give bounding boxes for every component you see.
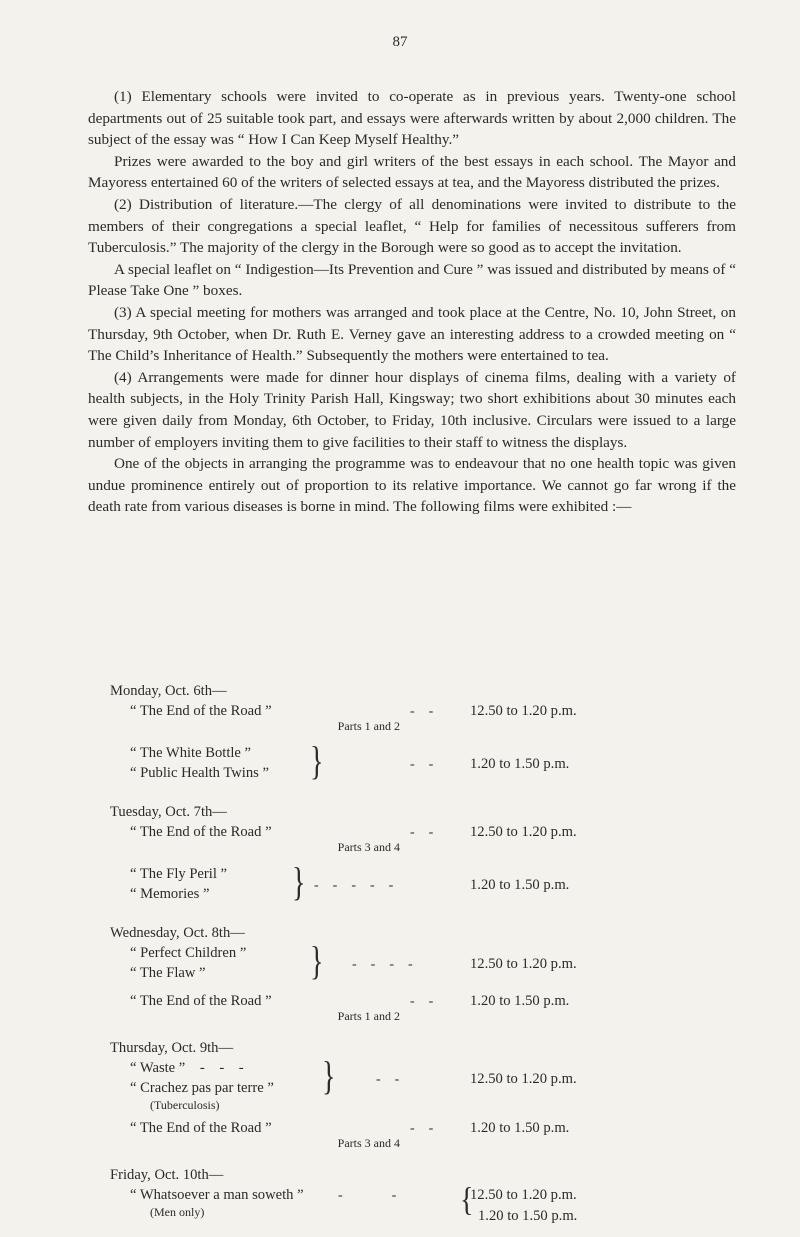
- film-entry: [110, 1054, 710, 1118]
- leader-dots: - -: [410, 994, 434, 1009]
- brace: }: [310, 939, 324, 985]
- leader-dots: - -: [338, 1188, 397, 1203]
- film-entry: [110, 822, 710, 858]
- schedule-day-monday: [110, 682, 710, 791]
- leader-dots: - -: [410, 825, 434, 840]
- film-title: “ The White Bottle ”: [130, 745, 252, 761]
- film-parts: Parts 3 and 4: [337, 1136, 400, 1150]
- film-entry: [110, 1118, 710, 1154]
- film-entry: [110, 701, 710, 737]
- film-time: 1.20 to 1.50 p.m.: [470, 877, 570, 893]
- film-note: (Tuberculosis): [150, 1098, 220, 1112]
- film-time: 1.20 to 1.50 p.m.: [470, 993, 570, 1009]
- paragraph: Prizes were awarded to the boy and girl writers of the best essays in each school. The Mayor and Mayoress entertained 60 of the writers of selected essays at tea, and the Mayoress distributed the prizes.: [88, 152, 736, 192]
- film-note: (Men only): [150, 1205, 205, 1219]
- day-heading: Thursday, Oct. 9th—: [110, 1040, 234, 1056]
- film-title: “ The Fly Peril ”: [130, 866, 228, 882]
- film-time: 1.20 to 1.50 p.m.: [470, 1120, 570, 1136]
- paragraph: (4) Arrangements were made for dinner hour displays of cinema films, dealing with a variety of health subjects, in the Holy Trinity Parish Hall, Kingsway; two short exhibitions about 30 minutes each were given daily from Monday, 6th October, to Friday, 10th inclusive. Circulars were issued to a large number of employers inviting them to give facilities to their staff to witness the displays.: [88, 368, 736, 451]
- film-title: “ Whatsoever a man soweth ”: [130, 1187, 304, 1203]
- film-time: 12.50 to 1.20 p.m.: [470, 824, 577, 840]
- film-title: “ Public Health Twins ”: [130, 765, 269, 781]
- film-time: 12.50 to 1.20 p.m.: [470, 703, 577, 719]
- film-entry: [110, 1181, 710, 1229]
- leader-dots: - -: [410, 1121, 434, 1136]
- leader-dots: - - - - -: [314, 878, 394, 893]
- paragraph: A special leaflet on “ Indigestion—Its Prevention and Cure ” was issued and distributed by means of “ Please Take One ” boxes.: [88, 260, 736, 300]
- film-title: “ Perfect Children ”: [130, 945, 247, 961]
- film-time: 12.50 to 1.20 p.m.: [470, 1071, 577, 1087]
- film-entry: [110, 991, 710, 1027]
- day-heading: Friday, Oct. 10th—: [110, 1167, 224, 1183]
- film-parts: Parts 3 and 4: [337, 840, 400, 854]
- film-entry: [110, 860, 710, 912]
- leader-dots: - -: [410, 757, 434, 772]
- film-title: “ The End of the Road ”: [130, 1120, 272, 1136]
- film-time: 1.20 to 1.50 p.m.: [478, 1208, 578, 1224]
- brace: }: [322, 1054, 336, 1100]
- paragraph: (3) A special meeting for mothers was arranged and took place at the Centre, No. 10, John Street, on Thursday, 9th October, when Dr. Ruth E. Verney gave an interesting address to a crowded meeting on “ The Child’s Inheritance of Health.” Subsequently the mothers were entertained to tea.: [88, 303, 736, 365]
- paragraph: One of the objects in arranging the programme was to endeavour that no one health topic was given undue prominence entirely out of proportion to its relative importance. We cannot go far wrong if the death rate from various diseases is borne in mind. The following films were exhibited :—: [88, 455, 736, 516]
- schedule-day-tuesday: [110, 803, 710, 912]
- film-title: “ The End of the Road ”: [130, 703, 272, 719]
- film-title: “ The End of the Road ”: [130, 993, 272, 1009]
- film-time: 12.50 to 1.20 p.m.: [470, 956, 577, 972]
- film-schedule: [110, 682, 710, 1229]
- day-heading: Monday, Oct. 6th—: [110, 683, 227, 699]
- brace: }: [310, 739, 324, 785]
- leader-dots: - -: [410, 704, 434, 719]
- brace: }: [460, 1181, 474, 1219]
- page-number: 87: [392, 34, 408, 50]
- film-time: 1.20 to 1.50 p.m.: [470, 756, 570, 772]
- paragraph: (1) Elementary schools were invited to co-operate as in previous years. Twenty-one school departments out of 25 suitable took part, and essays were afterwards written by about 2,000 children. The subject of the essay was “ How I Can Keep Myself Healthy.”: [88, 88, 736, 149]
- film-title: “ Crachez pas par terre ”: [130, 1080, 274, 1096]
- schedule-day-friday: [110, 1166, 710, 1229]
- schedule-day-thursday: [110, 1039, 710, 1154]
- paragraph: (2) Distribution of literature.—The clergy of all denominations were invited to distribute to the members of their congregations a special leaflet, “ Help for families of necessitous sufferers from Tuberculosis.” The majority of the clergy in the Borough were so good as to accept the invitation.: [88, 195, 736, 257]
- day-heading: Tuesday, Oct. 7th—: [110, 804, 227, 820]
- leader-dots: - - - -: [352, 957, 413, 972]
- brace: }: [292, 860, 306, 906]
- film-entry: [110, 939, 710, 987]
- schedule-day-wednesday: [110, 924, 710, 1027]
- leader-dots: - -: [376, 1072, 400, 1087]
- film-parts: Parts 1 and 2: [337, 719, 400, 733]
- film-title: “ The Flaw ”: [130, 965, 206, 981]
- film-title: “ Waste ”: [130, 1060, 186, 1076]
- film-title: “ Memories ”: [130, 886, 210, 902]
- day-heading: Wednesday, Oct. 8th—: [110, 925, 245, 941]
- film-parts: Parts 1 and 2: [337, 1009, 400, 1023]
- film-title: “ The End of the Road ”: [130, 824, 272, 840]
- film-time: 12.50 to 1.20 p.m.: [470, 1187, 577, 1203]
- body-text: [88, 86, 736, 518]
- leader-dots: - - -: [185, 1060, 244, 1076]
- film-entry: [110, 739, 710, 791]
